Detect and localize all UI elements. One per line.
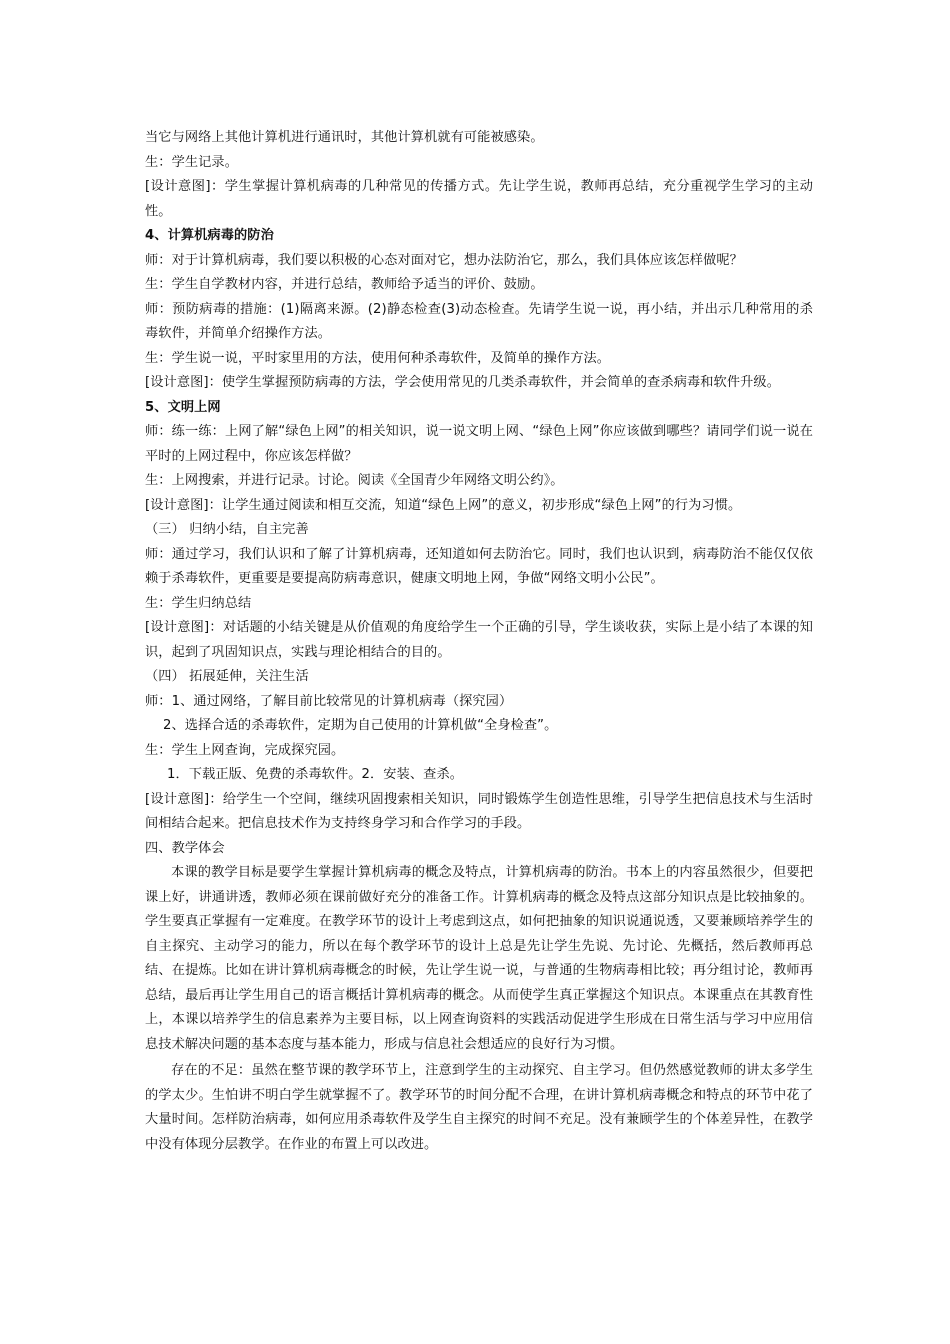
paragraph: 1．下载正版、免费的杀毒软件。2．安装、查杀。 — [167, 767, 464, 782]
paragraph: 2、选择合适的杀毒软件，定期为自己使用的计算机做“全身检查”。 — [163, 718, 558, 733]
design-intent-paragraph: [设计意图]：对话题的小结关键是从价值观的角度给学生一个正确的引导，学生谈收获，实际上是小结了本课的知识，起到了巩固知识点，实践与理论相结合的目的。 — [145, 620, 813, 660]
paragraph: 生：学生记录。 — [145, 154, 239, 170]
paragraph: 生：学生上网查询，完成探究园。 — [145, 742, 345, 758]
paragraph: 当它与网络上其他计算机进行通讯时，其他计算机就有可能被感染。 — [145, 130, 544, 145]
paragraph: 生：上网搜索，并进行记录。讨论。阅读《全国青少年网络文明公约》。 — [145, 473, 564, 488]
paragraph: 师：预防病毒的措施：(1)隔离来源。(2)静态检查(3)动态检查。先请学生说一说，再小结，并出示几种常用的杀毒软件，并简单介绍操作方法。 — [145, 301, 813, 341]
section-heading: 4、计算机病毒的防治 — [145, 228, 274, 243]
reflection-paragraph: 存在的不足：虽然在整节课的教学环节上，注意到学生的主动探究、自主学习。但仍然感觉教师的讲太多学生的学太少。生怕讲不明白学生就掌握不了。教学环节的时间分配不合理，在讲计算机病毒概念和特点的环节中花了大量时间。怎样防治病毒，如何应用杀毒软件及学生自主探究的时间不充足。没有兼顾学生的个体差异性，在教学中没有体现分层教学。在作业的布置上可以改进。 — [145, 1063, 813, 1152]
design-intent-paragraph: [设计意图]：给学生一个空间，继续巩固搜索相关知识，同时锻炼学生创造性思维，引导学生把信息技术与生活时间相结合起来。把信息技术作为支持终身学习和合作学习的手段。 — [145, 791, 813, 831]
design-intent-paragraph: [设计意图]：让学生通过阅读和相互交流，知道“绿色上网”的意义，初步形成“绿色上网”的行为习惯。 — [145, 497, 742, 513]
paragraph: 师：对于计算机病毒，我们要以积极的心态对面对它，想办法防治它，那么，我们具体应该怎样做呢？ — [145, 252, 743, 268]
reflection-paragraph: 本课的教学目标是要学生掌握计算机病毒的概念及特点，计算机病毒的防治。书本上的内容虽然很少，但要把课上好，讲通讲透，教师必须在课前做好充分的准备工作。计算机病毒的概念及特点这部分知识点是比较抽象的。学生要真正掌握有一定难度。在教学环节的设计上考虑到这点，如何把抽象的知识说通说透，又要兼顾培养学生的自主探究、主动学习的能力，所以在每个教学环节的设计上总是先让学生先说、先讨论、先概括，然后教师再总结、在提炼。比如在讲计算机病毒概念的时候，先让学生说一说，与普通的生物病毒相比较；再分组讨论，教师再总结，最后再让学生用自己的语言概括计算机病毒的概念。从而使学生真正掌握这个知识点。本课重点在其教育性上，本课以培养学生的信息素养为主要目标，以上网查询资料的实践活动促进学生形成在日常生活与学习中应用信息技术解决问题的基本态度与基本能力，形成与信息社会想适应的良好行为习惯。 — [145, 865, 813, 1052]
paragraph: 生：学生自学教材内容，并进行总结，教师给予适当的评价、鼓励。 — [145, 277, 544, 292]
section-heading: 四、教学体会 — [145, 840, 225, 856]
document-body — [145, 126, 813, 1157]
paragraph: 生：学生归纳总结 — [145, 595, 252, 611]
section-heading: 5、文明上网 — [145, 399, 221, 415]
paragraph: 师：1、通过网络，了解目前比较常见的计算机病毒（探究园） — [145, 693, 513, 709]
paragraph: 师：练一练：上网了解“绿色上网”的相关知识，说一说文明上网、“绿色上网”你应该做到哪些？请同学们说一说在平时的上网过程中，你应该怎样做？ — [145, 424, 813, 464]
paragraph: 师：通过学习，我们认识和了解了计算机病毒，还知道如何去防治它。同时，我们也认识到，病毒防治不能仅仅依赖于杀毒软件，更重要是要提高防病毒意识，健康文明地上网，争做“网络文明小公民”。 — [145, 546, 813, 586]
subsection-heading: （四） 拓展延伸，关注生活 — [145, 669, 309, 684]
paragraph: 生：学生说一说，平时家里用的方法，使用何种杀毒软件，及简单的操作方法。 — [145, 350, 611, 366]
subsection-heading: （三） 归纳小结，自主完善 — [145, 522, 309, 537]
design-intent-paragraph: [设计意图]：使学生掌握预防病毒的方法，学会使用常见的几类杀毒软件，并会简单的查杀病毒和软件升级。 — [145, 375, 780, 390]
design-intent-paragraph: [设计意图]：学生掌握计算机病毒的几种常见的传播方式。先让学生说，教师再总结，充分重视学生学习的主动性。 — [145, 179, 813, 219]
